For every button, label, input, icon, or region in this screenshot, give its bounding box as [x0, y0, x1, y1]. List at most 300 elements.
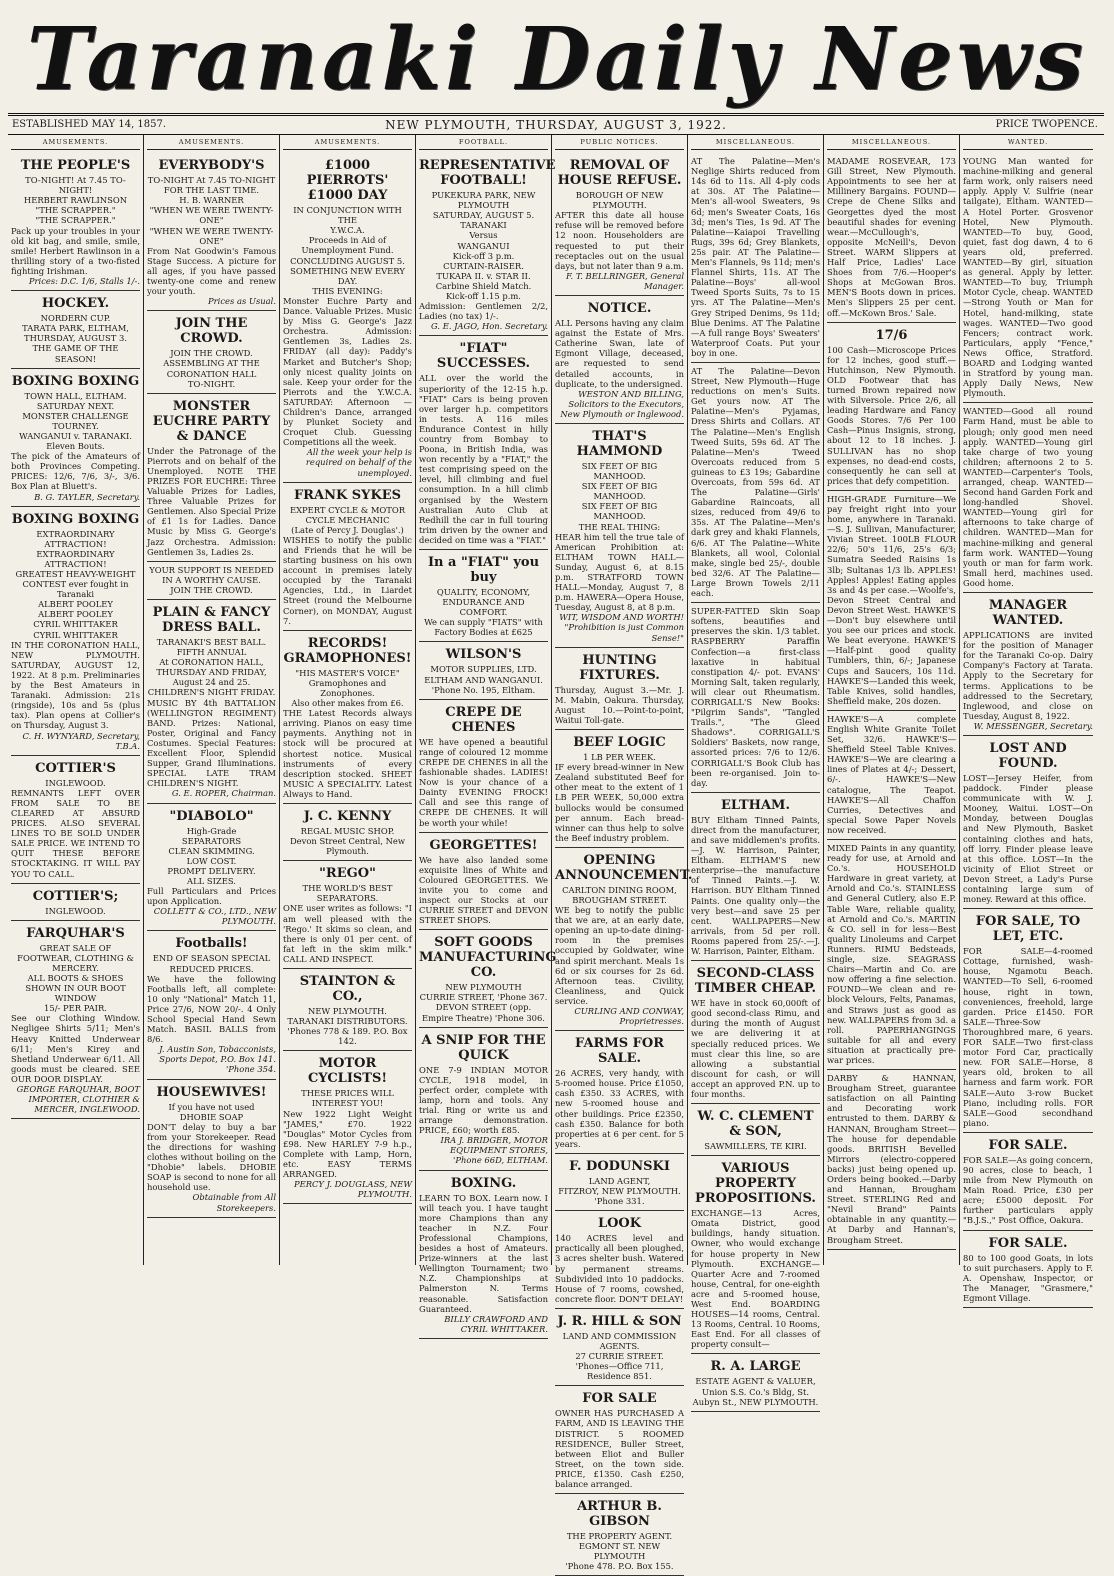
ad-line: SIX FEET OF BIG MANHOOD. — [581, 481, 658, 502]
ad-title: FOR SALE. — [988, 1235, 1068, 1251]
ad-signature: G. E. ROPER, Chairman. — [171, 788, 276, 799]
ad-body: ALL Persons having any claim against the Estate of Mrs. Catherine Swan, late of Egmont Village, deceased, are requested to send detailed accounts, in duplicate, to the undersigned. — [555, 318, 684, 389]
advertisement — [419, 550, 548, 642]
ad-body: New 1922 Light Weight "JAMES," £70. 1922 "Douglas" Motor Cycles from £98. New HARLEY 7-9 h.p., Complete with Lamp, Horn, etc. EASY TERMS ARRANGED. — [283, 1108, 412, 1180]
advertisement — [555, 730, 684, 848]
ad-line: TO-NIGHT! At 7.45 TO-NIGHT! — [25, 175, 126, 196]
advertisement — [11, 153, 140, 291]
ad-line: CYRIL WHITTAKER — [33, 629, 118, 640]
ad-signature: PERCY J. DOUGLASS, NEW PLYMOUTH. — [293, 1179, 412, 1200]
ad-signature: WESTON AND BILLING, Solicitors to the Executors, New Plymouth or Inglewood. — [560, 388, 684, 419]
ad-body: 80 to 100 good Goats, in lots to suit purchasers. Apply to F. A. Openshaw, Inspector, or The Manager, "Grasmere," Egmont Village. — [963, 1252, 1093, 1303]
advertisement — [419, 336, 548, 550]
ad-title: SOFT GOODS MANUFACTURING CO. — [419, 935, 557, 981]
advertisement — [691, 961, 820, 1104]
ad-title: BOXING BOXING — [11, 511, 140, 527]
advertisement — [11, 507, 140, 756]
advertisement — [963, 1133, 1093, 1231]
column-heading: PUBLIC NOTICES. — [555, 135, 684, 150]
advertisement — [555, 1031, 684, 1154]
ad-body: 100 Cash—Microscope Prices for 12 inches, good stuff.—Hutchinson, New Plymouth. OLD Footwear that has turned Brown repaired now with Silversole. Price 2/6, all leading Hardware and Fancy Goods Stores. 7/6 Per 100 Cash—Pinus Insignis, strong, about 12 to 18 inches. J. SULLIVAN has no shop expenses, no dead-end costs, consequently he can sell at prices that defy competition. — [827, 344, 956, 486]
ad-title: REPRESENTATIVE FOOTBALL! — [419, 158, 556, 189]
ad-body: WANTED—Good all round Farm Hand, must be able to plough; only good men need apply. WANTED—Young girl take charge of two young children; afternoons 2 to 5. WANTED—Carpenter's Tools, arranged, cheap. WANTED—Second hand Garden Fork and long-handled Shovel. WANTED—Young girl for afternoons to take charge of children. WANTED—Man for machine-milking and general farm work. WANTED—Young youth or man for farm work. Small herd, machines used. Good home. — [963, 406, 1093, 588]
advertisement — [419, 930, 557, 1027]
advertisement — [827, 711, 956, 840]
ad-title: OPENING ANNOUNCEMENT. — [555, 852, 693, 883]
advertisement — [827, 153, 956, 323]
ad-title: A SNIP FOR THE QUICK — [421, 1032, 546, 1063]
advertisement — [555, 1386, 684, 1494]
price: PRICE TWOPENCE. — [995, 119, 1098, 130]
ad-line: EXTRAORDINARY ATTRACTION! — [36, 548, 115, 569]
ad-title: CREPE DE CHENES — [445, 704, 522, 735]
ad-line: DEVON STREET (opp. Empire Theatre) 'Phone 306. — [422, 1002, 545, 1023]
ad-line: 'Phone No. 195, Eltham. — [431, 684, 536, 695]
ad-line: TARANAKI'S BEST BALL. — [156, 637, 267, 647]
ad-body: Admission: Gentlemen 2/2, Ladies (no tax) 1/-. — [419, 301, 548, 322]
advertisement — [419, 1028, 548, 1171]
column-heading: AMUSEMENTS. — [147, 135, 276, 150]
ad-line: LOW COST. — [186, 855, 237, 866]
ad-line: If you have not used — [168, 1101, 255, 1112]
ad-body: AFTER this date all house refuse will be removed before 12 noon. Householders are requested to put their receptacles out on the usual days, but not later than 9 a.m. — [555, 210, 684, 271]
ad-title: COTTIER'S; — [32, 888, 119, 904]
advertisement — [555, 1494, 684, 1576]
ad-line: High-Grade — [186, 825, 237, 836]
advertisement — [963, 593, 1093, 736]
column-1 — [8, 135, 144, 1265]
ad-body: IF every bread-winner in New Zealand substituted Beef for other meat to the extent of 1 LB PER WEEK, 50,000 extra bullocks would be consumed per annum. Each bread-winner can thus help to solve the Beef industry problem. — [555, 762, 684, 843]
ad-line: GREATEST HEAVY-WEIGHT CONTEST ever fought in Taranaki — [15, 569, 136, 600]
ad-line: Gramophones and Zonophones. — [308, 677, 387, 698]
ad-body: REMNANTS LEFT OVER FROM SALE TO BE CLEARED AT ABSURD PRICES. ALSO SEVERAL LINES TO BE SOLD UNDER SALE PRICE. WE INTEND TO QUIT THESE BEFORE STOCKTAKING. IT WILL PAY YOU TO CALL. — [11, 787, 140, 879]
ad-body: MIXED Paints in any quantity, ready for use, at Arnold and Co.'s. HOUSEHOLD Hardware in great variety, at Arnold and Co.'s. STAINLESS and General Cutlery, also E.P. Table Ware, reliable quality, at Arnold and Co.'s. MARTIN & CO. sell in for less—Best quality Linoleums and Carpet Runners. RIMU Bedsteads, single, size. SEAGRASS Chairs—Martin and Co. are now offering a fine selection. FOUND—We clean and re-block Velours, Felts, Panamas, and Straws just as good as new. WALLPAPERS from 3d. a roll. PAPERHANGINGS suitable for all and every situation at practically pre-war prices. — [827, 843, 956, 1065]
advertisement — [555, 1309, 684, 1386]
advertisement — [827, 840, 956, 1070]
advertisement — [963, 736, 1093, 909]
ad-line: EGMONT ST. NEW PLYMOUTH — [578, 1541, 661, 1562]
ad-line: CURTAIN-RAISER. — [443, 260, 524, 271]
ad-body: WE have opened a beautiful range of coloured 12 momme CREPE DE CHENES in all the fashionable shades. LADIES! Now is your chance of a Dainty EVENING FROCK! Call and see this range of CREPE DE CHENES. It will be worth your while! — [419, 736, 548, 828]
ad-line: FITZROY, NEW PLYMOUTH. 'Phone 331. — [558, 1186, 681, 1207]
advertisement — [419, 642, 548, 699]
ad-line: THIS EVENING: — [312, 285, 383, 296]
column-4 — [416, 135, 557, 1334]
ad-line: CLEAN SKIMMING. — [168, 845, 255, 856]
column-5 — [552, 135, 693, 1572]
advertisement — [147, 311, 276, 393]
ad-body: WISHES to notify the public and Friends that he will be starting business on his own account in premises lately occupied by the Taranaki Agencies, Ltd., in Liardet Street (round the Melbourne Corner), on MONDAY, August 7. — [283, 534, 412, 626]
ad-title: BEEF LOGIC — [573, 735, 666, 751]
ad-line: (Late of Percy J. Douglas'.) — [291, 524, 404, 535]
ad-line: ELTHAM AND WANGANUI. — [424, 674, 543, 685]
ad-line: ALL BOOTS & SHOES SHOWN IN OUR BOOT WINDOW — [25, 973, 126, 1004]
ad-title: W. C. CLEMENT & SON, — [697, 1109, 814, 1140]
ad-line: LAND AGENT, — [588, 1175, 651, 1186]
ad-line: PUKEKURA PARK, NEW PLYMOUTH — [431, 190, 536, 211]
ad-line: NEW PLYMOUTH — [445, 982, 522, 993]
ad-title: GEORGETTES! — [429, 837, 538, 853]
ad-body: DARBY & HANNAN, Brougham Street, guarantee satisfaction on all Painting and Decorating work entrusted to them. DARBY & HANNAN, Brougham Street—The house for dependable goods. BRITISH Bevelled Mirrors (electro-coppered backs) just being opened up. Orders being booked.—Darby and Hannan, Brougham Street. STERLING Red and "Nevil Brand" Paints obtainable in any quantity.—At Darby and Hannan's, Brougham Street. — [827, 1073, 956, 1245]
ad-line: ALL SIZES. — [187, 875, 236, 886]
ad-title: R. A. LARGE — [710, 1359, 801, 1375]
ad-title: LOST AND FOUND. — [989, 740, 1067, 771]
ad-line: WANGANUI v. TARANAKI. — [19, 430, 132, 441]
ad-body: EXCHANGE—13 Acres, Omata District, good buildings, handy situation. Owner, who would exchange for house property in New Plymouth. EXCHANGE—Quarter Acre and 7-roomed house, Central, for one-eighth acre and 5-roomed house, West End. BOARDING HOUSES—14 rooms, Central. 13 Rooms, Central. 10 Rooms, East End. For all classes of property consult— — [691, 1208, 821, 1350]
ad-title: "DIABOLO" — [169, 808, 254, 824]
column-area — [8, 135, 1106, 1572]
ad-signature: WIT, WISDOM AND WORTH! "Prohibition is just Common Sense!" — [559, 612, 684, 643]
ad-title: FOR SALE. — [988, 1137, 1068, 1153]
advertisement — [419, 1171, 548, 1339]
ad-line: THESE PRICES WILL INTEREST YOU! — [301, 1088, 394, 1109]
advertisement — [147, 562, 276, 600]
ad-line: REGAL MUSIC SHOP. — [300, 825, 395, 836]
ad-body: Pack up your troubles in your old kit bag, and smile, smile, smile! Herbert Rawlinson in a thrilling story of a two-fisted fighting Irishman. — [11, 225, 140, 276]
ad-body: DON'T delay to buy a bar from your Storekeeper. Read the directions for washing clothes without boiling on the "Dhobie" labels. DHOBIE SOAP is second to none for all household use. — [147, 1121, 276, 1193]
ad-line: SIX FEET OF BIG MANHOOD. — [581, 460, 658, 482]
ad-body: OWNER HAS PURCHASED A FARM, AND IS LEAVING THE DISTRICT. 5 ROOMED RESIDENCE, Buller Street, between Eliot and Buller Street, on the town side. PRICE, £1350. Cash £250, balance arranged. — [555, 1408, 684, 1489]
ad-line: MOTOR SUPPLIES, LTD. — [430, 664, 537, 675]
ad-line: WANGANUI — [457, 240, 510, 251]
column-2 — [144, 135, 280, 1265]
ad-line: SATURDAY, AUGUST 5. — [432, 210, 535, 221]
dateline — [8, 113, 1104, 135]
ad-body: Monster Euchre Party and Dance. Valuable Prizes. Music by Miss G. George's Jazz Orchestra. Admission: Gentlemen 3s, Ladies 2s. FRIDAY (all day): Paddy's Market and Butcher's Shop; only nicest quality joints on sale. Keep your order for the Pierrots and the Y.W.C.A. SATURDAY: Afternoon — Children's Dance, arranged by Plunket Society and Croquet Club. Guessing Competitions all the week. — [283, 295, 412, 448]
ad-line: ALBERT POOLEY — [38, 599, 113, 610]
ad-title: FRANK SYKES — [293, 487, 402, 503]
ad-body: YOUNG Man wanted for machine-milking and general farm work, only raisers need apply. Apply V. Sulfrie (near tailgate), Eltham. WANTED—A Hotel Porter. Grosvenor Hotel, New Plymouth. WANTED—To buy, Good, quiet, fast dog dawn, 4 to 6 years old, preferred. WANTED—By girl, situation as general. Apply by letter. WANTED—To buy, Triumph Motor Cycle, cheap. WANTED—Strong Youth or Man for Hotel, hand-milking, state wages. WANTED—Two good Fencers; contract work. Particulars, apply "Fence," News Office, Stratford. BOARD and Lodging wanted in Stratford by young man. Apply Daily News, New Plymouth. — [963, 156, 1093, 399]
ad-line: 15/- PER PAIR. — [44, 1003, 107, 1014]
ad-line: ASSEMBLING AT THE CORONATION HALL — [163, 358, 260, 379]
ad-line: JOIN THE CROWD. — [170, 348, 253, 359]
ad-line: TARANAKI — [460, 220, 507, 231]
ad-signature: Prices: D.C. 1/6, Stalls 1/-. — [28, 276, 140, 287]
ad-line: IN CONJUNCTION WITH THE — [293, 205, 402, 226]
advertisement — [11, 884, 140, 921]
ad-title: SECOND-CLASS TIMBER CHEAP. — [694, 966, 817, 997]
ad-title: THAT'S HAMMOND — [576, 428, 663, 459]
ad-title: STAINTON & CO., — [299, 974, 396, 1004]
column-heading: AMUSEMENTS. — [11, 135, 140, 150]
ad-signature: All the week your help is required on behalf of the unemployed. — [305, 447, 412, 478]
advertisement — [691, 363, 820, 603]
ad-body: We have also landed some exquisite lines of White and Coloured GEORGETTES. We invite you to come and inspect our Stocks at our CURRIE STREET and DEVON STREET SHOPS. — [419, 854, 548, 926]
ad-line: Versus — [469, 230, 498, 241]
ad-signature: F. T. BELLRINGER, General Manager. — [566, 270, 684, 291]
ad-title: ARTHUR B. GIBSON — [577, 1499, 662, 1530]
ad-title: 17/6 — [875, 327, 908, 343]
ad-body: IN THE CORONATION HALL, NEW PLYMOUTH. SATURDAY, AUGUST 12, 1922. At 8 p.m. Preliminaries by the Best Amateurs in Taranaki. Admission: 21s (ringside), 10s and 5s (plus tax). Plan opens at Collier's on Thursday, August 3. — [11, 639, 140, 731]
ad-title: HOUSEWIVES! — [156, 1084, 267, 1100]
advertisement — [419, 153, 556, 336]
advertisement — [963, 153, 1093, 403]
ad-body: The pick of the Amateurs of both Provinces Competing. PRICES: 12/6, 7/6, 3/-, 3/6. Box Plan at Bluett's. — [11, 451, 140, 492]
ad-line: PROMPT DELIVERY. — [167, 865, 256, 876]
ad-body: FOR SALE—4-roomed Cottage, furnished, wash-house, Ngamotu Beach. WANTED—To Sell, 6-roomed house, right in town, conveniences, freehold, large garden. Price £1450. FOR SALE—Three-Sow Thoroughbred mare, 6 years. FOR SALE—Two first-class motor Ford Car, practically new. FOR SALE—Horse, 8 years old, broken to all harness and farm work. FOR SALE—Auto 3-row Bucket Piano, including rolls. FOR SALE—Good secondhand piano. — [963, 946, 1093, 1128]
ad-title: HUNTING FIXTURES. — [579, 652, 660, 683]
ad-title: FARMS FOR SALE. — [574, 1036, 665, 1067]
ad-line: Devon Street Central, New Plymouth. — [289, 836, 406, 857]
ad-line: BROUGHAM STREET. — [572, 894, 667, 905]
ad-body: ONE user writes as follows: "I am well pleased with the 'Rego.' It skims so clean, and there is only 01 per cent. of fat left in the skim milk." CALL AND INSPECT. — [283, 903, 412, 964]
ad-title: "FIAT" SUCCESSES. — [436, 341, 531, 372]
ad-body: LEARN TO BOX. Learn now. I will teach you. I have taught more Champions than any teacher in N.Z. Four Professional Champions, besides a host of Amateurs. Prize-winners at the last Wellington Tournament; two N.Z. Championships at Palmerston N. Terms reasonable. Satisfaction Guaranteed. — [419, 1192, 548, 1314]
ad-title: VARIOUS PROPERTY PROPOSITIONS. — [695, 1161, 816, 1207]
ad-body: 140 ACRES level and practically all been ploughed, 3 acres shelter bush. Watered by permanent streams. Subdivided into 10 paddocks. House of 7 rooms, cowshed, concrete floor. DON'T DELAY! — [555, 1233, 684, 1304]
ad-line: THURSDAY AND FRIDAY, August 24 and 25. — [156, 667, 267, 688]
column-3 — [280, 135, 416, 1265]
ad-line: TUKAPA II. v. STAR II. — [436, 270, 531, 281]
ad-body: MUSIC BY 4th BATTALION (WELLINGTON REGIMENT) BAND. Prizes: National, Poster, Original and Fancy Costumes. Special Features: Excellent Floor, Splendid Supper, Grand Illuminations. SPECIAL LATE TRAM CHILDREN'S NIGHT. — [147, 697, 276, 789]
advertisement — [147, 804, 276, 932]
ad-line: JOIN THE CROWD. — [170, 584, 253, 595]
advertisement — [827, 491, 956, 711]
ad-line: 27 CURRIE STREET. — [575, 1351, 664, 1362]
issue-date: NEW PLYMOUTH, THURSDAY, AUGUST 3, 1922. — [385, 118, 727, 132]
ad-line: 1 LB PER WEEK. — [583, 752, 656, 763]
ad-title: HOCKEY. — [41, 296, 110, 312]
ad-title: REMOVAL OF HOUSE REFUSE. — [557, 158, 682, 189]
ad-line: INGLEWOOD. — [45, 905, 106, 916]
advertisement — [827, 323, 956, 491]
ad-line: Kick-off 1.15 p.m. — [446, 291, 521, 302]
column-heading: WANTED. — [963, 135, 1093, 150]
ad-line: ESTATE AGENT & VALUER, — [695, 1376, 816, 1387]
ad-body: THE Latest Records always arriving. Pianos on easy time payments. Anything not in stock will be procured at shortest notice. Musical instruments of every description stocked. SHEET MUSIC A SPECIALITY. Latest Always to Hand. — [283, 708, 412, 799]
advertisement — [691, 1354, 820, 1411]
advertisement — [963, 909, 1093, 1133]
ad-line: SEPARATORS — [181, 835, 242, 846]
ad-line: TARATA PARK, ELTHAM, — [22, 323, 129, 334]
ad-line: "HIS MASTER'S VOICE" — [295, 667, 400, 678]
ad-line: NORDERN CUP. — [40, 313, 111, 324]
ad-line: "WHEN WE WERE TWENTY-ONE" — [149, 225, 274, 246]
ad-body: FOR SALE—As going concern, 90 acres, close to beach, 1 mile from New Plymouth on Main Road. Price, £30 per acre; £5000 deposit. For further particulars apply "B.J.S.," Post Office, Oakura. — [963, 1154, 1093, 1226]
ad-line: At CORONATION HALL, — [159, 657, 264, 668]
ad-title: RECORDS! GRAMOPHONES! — [283, 635, 412, 666]
ad-line: THE REAL THING: — [578, 521, 661, 532]
advertisement — [283, 804, 412, 861]
ad-line: Union S.S. Co.'s Bldg, St. Aubyn St., NEW PLYMOUTH. — [692, 1386, 819, 1407]
ad-line: THE PROPERTY AGENT. — [566, 1531, 673, 1542]
ad-title: PLAIN & FANCY DRESS BALL. — [152, 605, 271, 635]
advertisement — [963, 1231, 1093, 1308]
ad-title: WILSON'S — [445, 647, 522, 663]
advertisement — [147, 1080, 276, 1218]
advertisement — [555, 1211, 684, 1309]
advertisement — [283, 153, 412, 483]
ad-signature: J. Austin Son, Tobacconists, Sports Depot, P.O. Box 141. 'Phone 354. — [159, 1044, 276, 1075]
ad-body: BUY Eltham Tinned Paints, direct from the manufacturer, and save middlemen's profits.—J. W. Harrison, Painter, Eltham. ELTHAM'S new enterprise—the manufacture of Tinned Paints.—J. W. Harrison. BUY Eltham Tinned Paints. One quality only—the very best—and save 25 per cent. WALLPAPERS—New arrivals, from 5d per roll. Rooms papered from 25/-.—J. W. Harrison, Painter, Eltham. — [691, 814, 820, 957]
ad-line: END OF SEASON SPECIAL REDUCED PRICES. — [152, 953, 271, 974]
ad-body: AT The Palatine—Men's Neglige Shirts reduced from 14s 6d to 11s. All 4-ply cods at 30s. AT The Palatine—Men's all-wool Sweaters, 9s 6d; men's Sweater Coats, 16s 3d; men's Ties, 1s 9d. AT The Palatine—Kaiapoi Travelling Rugs, 39s 6d; Grey Blankets, 25s pair. AT The Palatine—Men's Flannels, 9s 11d; men's Flannel Shirts, 11s. AT The Palatine—Boys' all-wool Tweed Sports Suits, 7s to 15 yrs. AT The Palatine—Men's Grey Striped Denims, 9s 11d; Blue Denims. AT The Palatine—A full range Boys' Sweaters' Waterproof Coats. Put your boy in one. — [691, 156, 820, 358]
advertisement — [555, 424, 684, 648]
ad-body: HIGH-GRADE Furniture—We pay freight right into your home, anywhere in Taranaki.—S. J. Sullivan, Manufacturer, Vivian Street. 100LB FLOUR 22/6; 50's 11/6, 25's 6/3; Sumatra Seeded Raisins 1s 3lb; Sultanas 1/3 lb. APPLES! Apples! Apples! Eating apples 3s and 4s per case.—Woolfe's, Devon Street Central and Devon Street West. HAWKE'S—Don't buy elsewhere until you see our prices and stock. We beat everyone. HAWKE'S—Half-pint good quality Tumblers, thin, 6/-; Japanese Cups and Saucers, 10s 11d. HAWKE'S—Landed this week, Table Knives, solid handles, Sheffield make, 20s dozen. — [827, 493, 956, 706]
ad-title: F. DODUNSKI — [569, 1158, 670, 1174]
ad-body: ONE 7-9 INDIAN MOTOR CYCLE, 1918 model, in perfect order, complete with lamp, horn and tools. Any trial. Ring or write us and arrange demonstration. PRICE, £60; worth £85. — [419, 1064, 548, 1136]
ad-signature: C. H. WYNYARD, Secretary, T.B.A. — [22, 730, 140, 751]
masthead-title: Taranaki Daily News — [26, 9, 1088, 110]
ad-line: We can supply "FIATS" with Factory Bodies at £625 — [424, 617, 543, 638]
ad-line: FIFTH ANNUAL — [176, 647, 247, 658]
ad-line: EXTRAORDINARY ATTRACTION! — [36, 528, 115, 549]
ad-signature: IRA J. BRIDGER, MOTOR EQUIPMENT STORES, 'Phone 66D, ELTHAM. — [440, 1135, 548, 1166]
advertisement — [691, 1156, 820, 1354]
ad-title: JOIN THE CROWD. — [175, 316, 248, 347]
ad-line: MONSTER CHALLENGE TOURNEY. — [22, 410, 129, 431]
ad-line: 'Phones 778 & 189. P.O. Box 142. — [287, 1026, 408, 1047]
ad-title: J. C. KENNY — [303, 808, 392, 824]
ad-signature: W. MESSENGER, Secretary. — [973, 720, 1093, 731]
ad-signature: G. E. JAGO, Hon. Secretary. — [431, 321, 548, 332]
ad-signature: CURLING AND CONWAY, Proprietresses. — [574, 1006, 684, 1027]
ad-title: FOR SALE — [582, 1391, 657, 1407]
ad-line: "THE SCRAPPER." — [35, 205, 116, 216]
advertisement — [691, 793, 820, 961]
advertisement — [147, 153, 276, 311]
advertisement — [147, 931, 276, 1079]
ad-line: SATURDAY NEXT. — [36, 400, 115, 411]
advertisement — [11, 291, 140, 368]
ad-line: Kick-off 3 p.m. — [452, 250, 515, 261]
advertisement — [555, 1154, 684, 1211]
ad-signature: GEORGE FARQUHAR, BOOT IMPORTER, CLOTHIER & MERCER, INGLEWOOD. — [16, 1084, 140, 1115]
ad-signature: Obtainable from All Storekeepers. — [192, 1192, 276, 1213]
ad-line: Eleven Bouts. — [46, 441, 105, 452]
ad-title: BOXING. — [450, 1175, 517, 1191]
advertisement — [691, 153, 820, 363]
ad-body: SUPER-FATTED Skin Soap softens, beautifies and preserves the skin. 1/3 tablet. RASPBERRY Paraffin Confection—a first-class laxative in habitual constipation 4/- pot. EVANS' Morning Salt, taken regularly, will clear out Rheumatism. CORRIGALL'S New Books: "Pilgrim Sands", "Tangled Trails.", "The Gleed Shadows". CORRIGALL'S Soldiers' Baskets, now range, assorted prices: 7/6 to 12/6. CORRIGALL'S Book Club has been re-organised. Join to-day. — [691, 606, 820, 788]
ad-title: EVERYBODY'S — [158, 158, 265, 174]
ad-body: 26 ACRES, very handy, with 5-roomed house. Price £1050, cash £350. 33 ACRES, with new 5-roomed house and other buildings. Price £2350, cash £350. Balance for both properties at 6 per cent. for 5 years. — [555, 1068, 684, 1149]
ad-title: THE PEOPLE'S — [20, 158, 131, 174]
ad-title: FARQUHAR'S — [26, 925, 125, 941]
advertisement — [283, 483, 412, 631]
ad-title: MANAGER WANTED. — [988, 598, 1068, 629]
ad-line: Also other makes from £6. — [291, 698, 404, 709]
ad-line: CONCLUDING AUGUST 5. — [290, 255, 405, 266]
advertisement — [555, 648, 684, 730]
column-7 — [824, 135, 960, 1265]
ad-body: From Nat Goodwin's Famous Stage Success. A picture for all ages, if you have passed twenty-one come and renew your youth. — [147, 245, 276, 297]
ad-body: Thursday, August 3.—Mr. J. M. Mabin, Oakura. Thursday, August 10.—Point-to-point, Waitui Toll-gate. — [555, 684, 684, 725]
ad-body: HEAR him tell the true tale of American Prohibition at: ELTHAM TOWN HALL—Sunday, August 6, at 8.15 p.m. STRATFORD TOWN HALL—Monday, August 7, 8 p.m. HAWERA—Opera House, Tuesday, August 8, at 8 p.m. — [555, 531, 684, 613]
advertisement — [555, 848, 693, 1031]
ad-line: THE WORLD'S BEST SEPARATORS. — [302, 883, 393, 904]
ad-line: YOUR SUPPORT IS NEEDED IN A WORTHY CAUSE. — [149, 564, 274, 585]
advertisement — [11, 921, 140, 1120]
ad-line: FOR THE LAST TIME. — [163, 185, 260, 196]
ad-body: HAWKE'S—A complete English White Granite Toilet Set, 32/6. HAWKE'S—Sheffield Steel Table Knives. HAWKE'S—We are clearing a lines of Plates at 4/-; Dessert, 6/-. HAWKE'S—New catalogue, The Teapot. HAWKE'S—All Chaffon Curries, Detectives and special Sowe Paper Novels now received. — [827, 713, 956, 835]
advertisement — [283, 1051, 412, 1204]
ad-body: WE have in stock 60,000ft of good second-class Rimu, and during the month of August we are delivering it at specially reduced prices. We must clear this line, so are allowing a substantial discount for cash, or will accept an approved P.N. up to four months. — [691, 998, 820, 1099]
ad-line: DHOBIE SOAP — [179, 1111, 244, 1122]
advertisement — [691, 1104, 820, 1156]
ad-body: Under the Patronage of the Pierrots and on behalf of the Unemployed. NOTE THE PRIZES FOR EUCHRE: Three Valuable Prizes for Ladies, Three Valuable Prizes for Gentlemen. Also Special Prize of £1 1s for Ladies. Dance Music by Miss G. George's Jazz Orchestra. Admission: Gentlemen 3s, Ladies 2s. — [147, 445, 276, 557]
ad-title: J. R. HILL & SON — [557, 1313, 682, 1329]
advertisement — [147, 600, 276, 804]
ad-signature: COLLETT & CO., LTD., NEW PLYMOUTH. — [153, 906, 276, 927]
ad-line: CARLTON DINING ROOM, — [562, 884, 677, 895]
column-heading: MISCELLANEOUS. — [827, 135, 956, 150]
ad-title: Footballs! — [175, 936, 248, 952]
advertisement — [419, 833, 548, 931]
ad-line: "WHEN WE WERE TWENTY-ONE" — [149, 205, 274, 226]
ad-body: MADAME ROSEVEAR, 173 Gill Street, New Plymouth. Appointments to see her at Millinery Bargains. FOUND—Crepe de Chene Silks and Georgettes dyed the most beautiful shades for evening wear.—McCullough's, opposite McNeill's, Devon Street. WARM Slippers at Half Price, Ladies' Lace Shoes from 7/6.—Hooper's Shops at McGowan Bros. MEN'S Boots down in prices. Men's Slippers 25 per cent. off.—McKown Bros.' Sale. — [827, 156, 956, 318]
ad-body: See our Clothing Window. Negligee Shirts 5/11; Men's Heavy Knitted Underwear 6/11; Men's Kirey and Shetland Underwear 6/11. All goods must be cleared. SEE OUR DOOR DISPLAY. — [11, 1013, 140, 1084]
advertisement — [555, 153, 684, 296]
ad-body: AT The Palatine—Devon Street, New Plymouth—Huge reductions on men's Suits. Get yours now. AT The Palatine—Men's Pyjamas, Dress Shirts and Collars. AT The Palatine—Men's English Tweed Suits, 59s 6d. AT The Palatine—Men's Tweed Overcoats reduced from 5 guineas to £3 19s; Gabardine Overcoats, from 59s 6d. AT The Palatine—Girls' Gabardine Raincoats, all sizes, reduced from 49/6 to 35s. AT The Palatine—Men's dark grey and khaki Flannels, 6/6. AT The Palatine—White Blankets, all wool, Colonial make, single bed 25/-, double bed 32/6. AT The Palatine—Large Brown Towels 2/11 each. — [691, 365, 820, 599]
ad-line: TOWN HALL, ELTHAM. — [24, 390, 127, 401]
advertisement — [963, 403, 1093, 593]
ad-line: GREAT SALE OF FOOTWEAR, CLOTHING & MERCERY. — [17, 942, 134, 973]
ad-line: CHILDREN'S NIGHT FRIDAY. — [147, 687, 276, 698]
ad-line: SOMETHING NEW EVERY DAY. — [290, 265, 405, 286]
established-date: ESTABLISHED MAY 14, 1857. — [12, 119, 167, 130]
ad-body: APPLICATIONS are invited for the position of Manager for the Taranaki Co-op. Dairy Company's Factory at Tarata. Apply to the Secretary for terms. Applications to be addressed to the Secretary, Inglewood, and close on Tuesday, August 8, 1922. — [963, 630, 1093, 721]
column-heading: AMUSEMENTS. — [283, 135, 412, 150]
advertisement — [283, 861, 412, 969]
column-8 — [960, 135, 1096, 1303]
column-6 — [688, 135, 824, 1407]
ad-signature: B. G. TAYLER, Secretary. — [34, 491, 140, 502]
ad-title: NOTICE. — [587, 301, 652, 317]
ad-line: 'Phones—Office 711, Residence 851. — [575, 1361, 664, 1382]
ad-line: TO-NIGHT At 7.45 TO-NIGHT — [147, 175, 276, 186]
ad-title: BOXING BOXING — [11, 373, 140, 389]
advertisement — [11, 756, 140, 884]
advertisement — [827, 1070, 956, 1250]
advertisement — [283, 631, 412, 804]
ad-body: WE beg to notify the public that we are, at an early date, opening an up-to-date dining-room in the premises occupied by Goldwater, wine and spirit merchant. Meals 1s 6d or six courses for 2s 6d. Afternoon teas. Civility, Cleanliness, and Quick service. — [555, 905, 684, 1006]
ad-body: ALL over the world the superiority of the 12-15 h.p. "FIAT" Cars is being proven over larger h.p. competitors in tests. A 116 miles Endurance Contest in hilly country from Bombay to Poona, in British India, was won recently by a "FIAT," the test comprising speed on the level, hill climbing and fuel consumption. In a hill climb organised by the Western Australian Auto Club at Redhill the car in full touring trim driven by the owner and decided on time was a "FIAT." — [419, 373, 548, 545]
ad-line: H. B. WARNER — [179, 195, 244, 206]
ad-line: NEW PLYMOUTH. — [308, 1006, 387, 1016]
ad-line: 'Phone 478. P.O. Box 155. — [565, 1561, 674, 1572]
ad-line: CURRIE STREET, 'Phone 367. — [419, 992, 548, 1003]
advertisement — [11, 369, 140, 507]
ad-line: INGLEWOOD. — [45, 777, 106, 788]
ad-title: £1000 PIERROTS' £1000 DAY — [306, 158, 389, 204]
advertisement — [691, 603, 820, 793]
ad-line: CYRIL WHITTAKER — [33, 619, 118, 630]
ad-line: Carbine Shield Match. — [435, 280, 532, 291]
ad-body: We have the following Footballs left, all complete: 10 only "National" Match 11, Price 27/6, NOW 20/-. 4 Only School Special Hand Sewn Match. BASIL BALLS from 8/6. — [147, 973, 276, 1045]
ad-line: HERBERT RAWLINSON — [23, 195, 128, 206]
ad-line: Proceeds in Aid of Unemployment Fund. — [301, 235, 394, 256]
advertisement — [147, 394, 276, 562]
ad-title: ELTHAM. — [721, 797, 790, 813]
ad-body: LOST—Jersey Heifer, from paddock. Finder please communicate with W. J. Mooney, Waitui. LOST—On Monday, between Douglas and New Plymouth, Basket containing clothes and hats, off lorry. Finder please leave at this office. LOST—In the vicinity of Eliot Street or Devon Street, a Lady's Purse containing large sum of money. Reward at this office. — [963, 772, 1093, 905]
advertisement — [283, 969, 412, 1051]
ad-line: LAND AND COMMISSION AGENTS. — [562, 1330, 677, 1351]
ad-title: COTTIER'S — [35, 760, 116, 776]
ad-line: BOROUGH OF NEW PLYMOUTH. — [575, 190, 664, 211]
column-heading: FOOTBALL. — [419, 135, 548, 150]
ad-line: TARANAKI DISTRIBUTORS. — [287, 1016, 408, 1027]
ad-title: MOTOR CYCLISTS! — [307, 1056, 388, 1087]
ad-line: SAWMILLERS, TE KIRI. — [704, 1141, 807, 1152]
ad-body: Full Particulars and Prices upon Application. — [147, 886, 276, 907]
ad-signature: Prices as Usual. — [208, 296, 276, 307]
ad-line: "THE SCRAPPER." — [35, 215, 116, 226]
ad-line: THE GAME OF THE SEASON! — [32, 343, 119, 364]
ad-line: THURSDAY, AUGUST 3. — [23, 333, 128, 344]
ad-title: In a "FIAT" you buy — [427, 555, 540, 585]
ad-title: LOOK — [597, 1216, 642, 1232]
ad-line: TO-NIGHT. — [187, 378, 236, 389]
